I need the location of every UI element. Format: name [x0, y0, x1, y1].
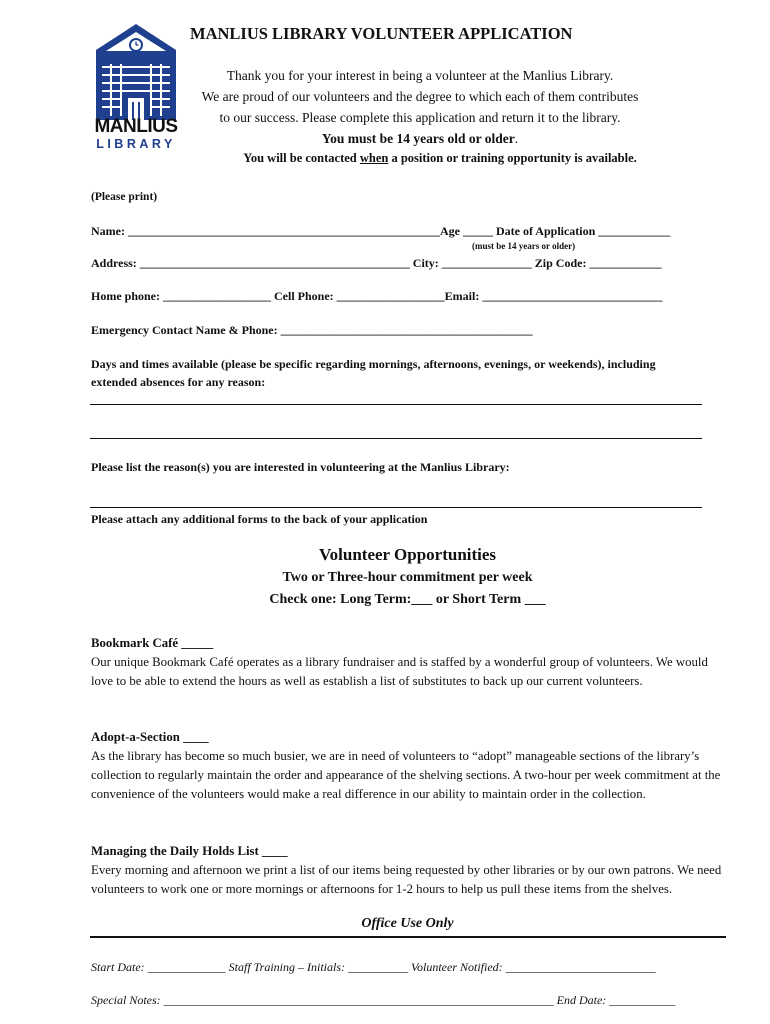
emergency-contact-field[interactable]: Emergency Contact Name & Phone: __________________________________________ [91, 323, 533, 337]
opportunity-heading[interactable]: Bookmark Café _____ [91, 636, 214, 650]
logo-wordmark-library: LIBRARY [96, 137, 176, 151]
please-print-label: (Please print) [91, 191, 158, 203]
reason-answer-line[interactable] [90, 507, 702, 508]
opportunities-title: Volunteer Opportunities [318, 545, 497, 564]
availability-answer-line-2[interactable] [90, 438, 702, 439]
library-logo [90, 20, 182, 152]
page-title: MANLIUS LIBRARY VOLUNTEER APPLICATION [190, 24, 573, 43]
contact-notice-pre: You will be contacted [243, 151, 360, 165]
reason-question: Please list the reason(s) you are interested in volunteering at the Manlius Library: [91, 460, 510, 474]
opportunity-heading[interactable]: Adopt-a-Section ____ [91, 730, 209, 744]
office-row-notes[interactable]: Special Notes: _________________________________________________________________ End Date: ___________ [91, 993, 676, 1007]
contact-notice-when: when [359, 151, 389, 165]
attach-forms-note: Please attach any additional forms to the back of your application [91, 512, 428, 526]
age-notice-period: . [514, 131, 519, 146]
opportunity-description: As the library has become so much busier, we are in need of volunteers to “adopt” manageable sections of the library’s collection to regularly maintain the order and appearance of the shelving sections. A two-hour per week commitment at the convenience of the volunteers would make a real difference in our ability to maintain order in the collection. [91, 749, 721, 801]
address-city-zip-field[interactable]: Address: _____________________________________________ City: _______________ Zip Code: ____________ [91, 256, 662, 270]
opportunity-bookmark-cafe [91, 634, 731, 691]
availability-question-line-1: Days and times available (please be specific regarding mornings, afternoons, evenings, or weekends), including [91, 357, 656, 371]
contact-notice [180, 151, 700, 166]
opportunity-description: Our unique Bookmark Café operates as a library fundraiser and is staffed by a wonderful group of volunteers. We would love to be able to extend the hours as well as establish a list of substitutes to back up our current volunteers. [91, 655, 708, 688]
intro-line-1: Thank you for your interest in being a volunteer at the Manlius Library. [226, 68, 614, 83]
opportunity-adopt-a-section [91, 728, 731, 804]
opportunity-heading[interactable]: Managing the Daily Holds List ____ [91, 844, 288, 858]
availability-question-line-2: extended absences for any reason: [91, 375, 266, 389]
office-use-title: Office Use Only [361, 916, 454, 931]
name-age-date-field[interactable]: Name: ____________________________________________________Age _____ Date of Application ____________ [91, 224, 671, 238]
contact-notice-post: a position or training opportunity is available. [388, 151, 637, 165]
age-notice-text: You must be 14 years old or older [321, 131, 515, 146]
logo-wordmark-manlius: MANLIUS [94, 116, 178, 137]
phone-email-field[interactable]: Home phone: __________________ Cell Phone: __________________Email: ______________________________ [91, 289, 663, 303]
office-row-dates[interactable]: Start Date: _____________ Staff Training – Initials: __________ Volunteer Notified: _________________________ [91, 960, 656, 974]
availability-answer-line-1[interactable] [90, 404, 702, 405]
opportunity-description: Every morning and afternoon we print a list of our items being requested by other libraries or by our own patrons. We need volunteers to work one or more mornings or afternoons for 1-2 hours to help us pull these items from the shelves. [91, 863, 722, 896]
intro-line-2: We are proud of our volunteers and the degree to which each of them contributes [201, 89, 639, 104]
term-checkbox-line[interactable]: Check one: Long Term:___ or Short Term ___ [269, 592, 546, 607]
age-notice [190, 131, 650, 147]
office-divider [90, 936, 726, 938]
opportunity-daily-holds [91, 842, 731, 899]
commitment-subtitle: Two or Three-hour commitment per week [282, 570, 533, 585]
intro-line-3: to our success. Please complete this application and return it to the library. [219, 110, 621, 125]
age-requirement-note: (must be 14 years or older) [472, 241, 576, 251]
